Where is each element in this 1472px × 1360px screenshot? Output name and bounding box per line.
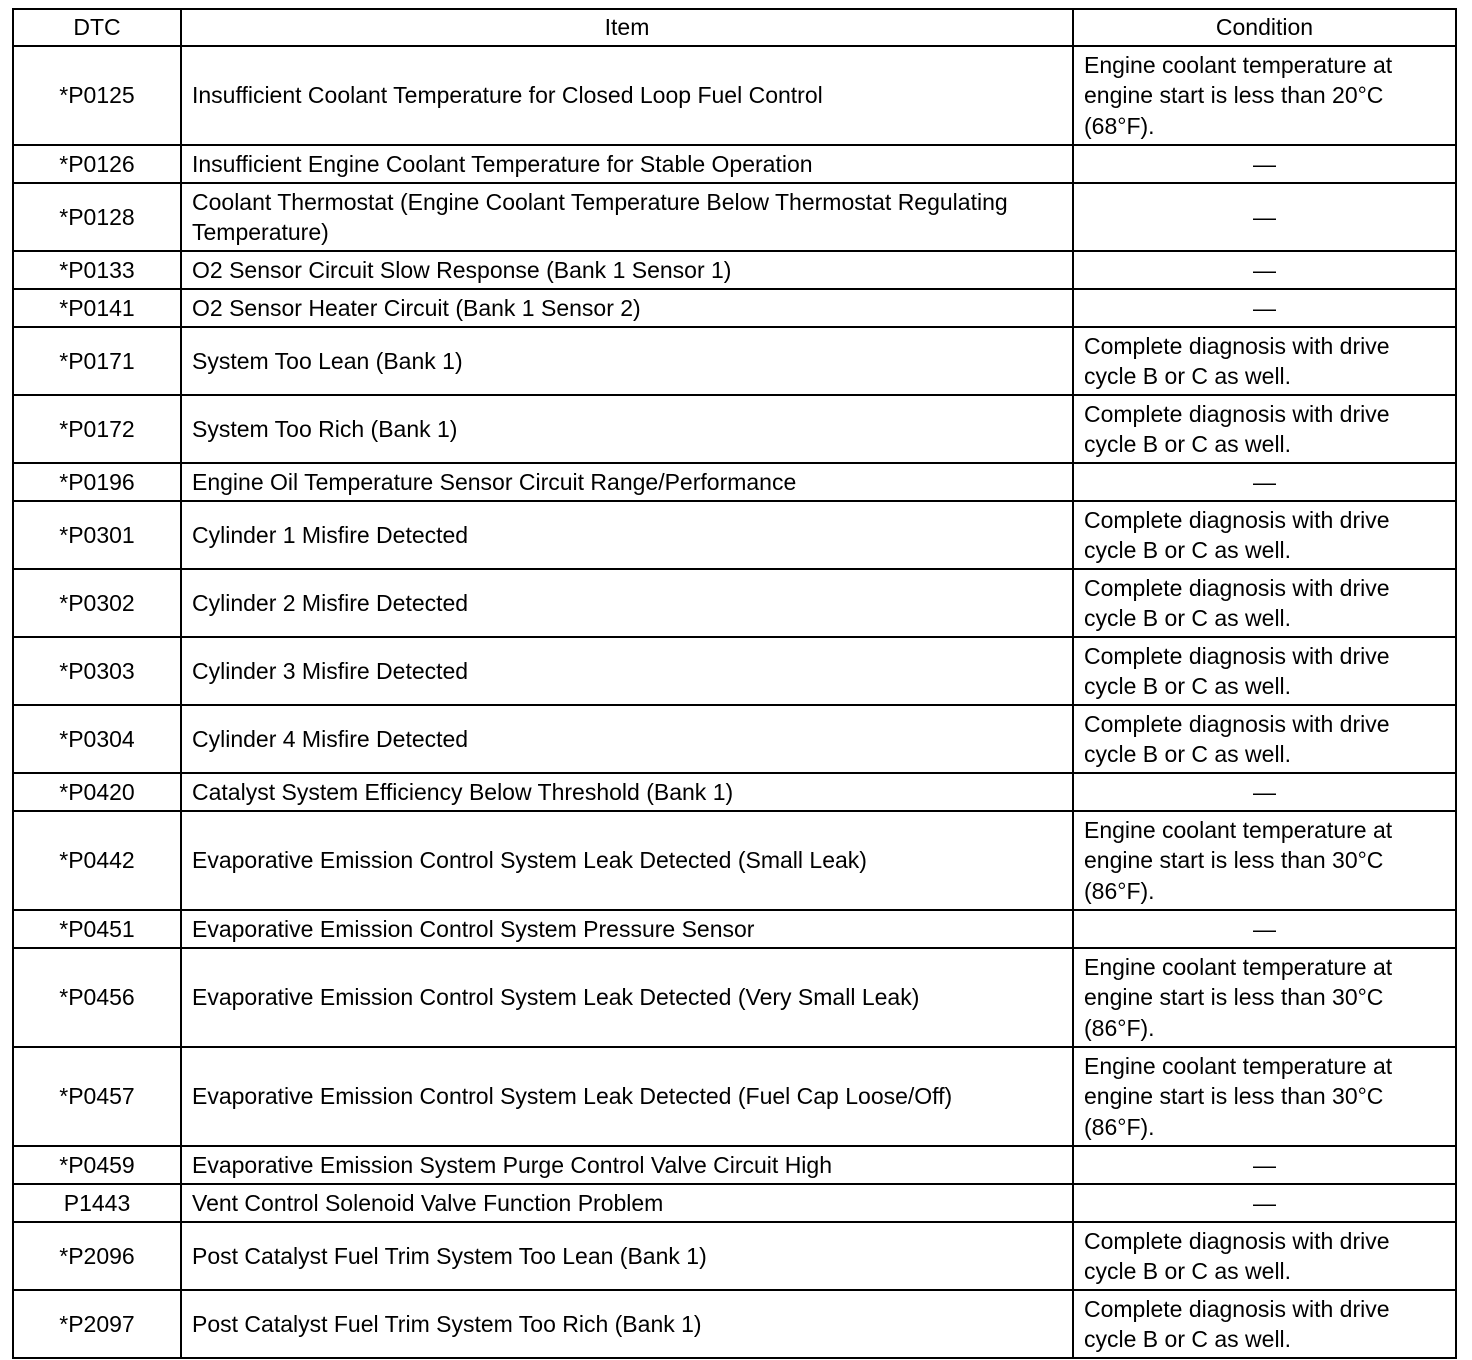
dtc-code: *P0128	[13, 183, 181, 251]
dtc-condition: —	[1073, 145, 1456, 183]
dtc-condition: Engine coolant temperature at engine start is less than 30°C (86°F).	[1073, 948, 1456, 1047]
dtc-item: Post Catalyst Fuel Trim System Too Lean (Bank 1)	[181, 1222, 1073, 1290]
dtc-code: *P0126	[13, 145, 181, 183]
dtc-code: *P0456	[13, 948, 181, 1047]
dtc-code: *P0133	[13, 251, 181, 289]
dtc-condition: Complete diagnosis with drive cycle B or C as well.	[1073, 569, 1456, 637]
dtc-item: Cylinder 3 Misfire Detected	[181, 637, 1073, 705]
dtc-item: Evaporative Emission Control System Pressure Sensor	[181, 910, 1073, 948]
dtc-item: Evaporative Emission Control System Leak Detected (Fuel Cap Loose/Off)	[181, 1047, 1073, 1146]
table-row	[13, 327, 1456, 395]
dtc-condition: Complete diagnosis with drive cycle B or C as well.	[1073, 1290, 1456, 1358]
dtc-condition: —	[1073, 289, 1456, 327]
dtc-code: *P0125	[13, 46, 181, 145]
table-row	[13, 183, 1456, 251]
dtc-code: *P2097	[13, 1290, 181, 1358]
dtc-code: *P0172	[13, 395, 181, 463]
table-row	[13, 1222, 1456, 1290]
table-row	[13, 145, 1456, 183]
table-row	[13, 705, 1456, 773]
table-row	[13, 811, 1456, 910]
dtc-condition: —	[1073, 773, 1456, 811]
dtc-code: *P0141	[13, 289, 181, 327]
table-row	[13, 395, 1456, 463]
dtc-condition: Complete diagnosis with drive cycle B or C as well.	[1073, 501, 1456, 569]
dtc-item: Vent Control Solenoid Valve Function Problem	[181, 1184, 1073, 1222]
table-row	[13, 1047, 1456, 1146]
dtc-condition: —	[1073, 1146, 1456, 1184]
dtc-condition: Engine coolant temperature at engine start is less than 20°C (68°F).	[1073, 46, 1456, 145]
table-row	[13, 463, 1456, 501]
dtc-code: *P0304	[13, 705, 181, 773]
dtc-item: Catalyst System Efficiency Below Threshold (Bank 1)	[181, 773, 1073, 811]
header-dtc: DTC	[13, 9, 181, 46]
table-row	[13, 251, 1456, 289]
dtc-condition: Complete diagnosis with drive cycle B or C as well.	[1073, 705, 1456, 773]
dtc-code: *P2096	[13, 1222, 181, 1290]
dtc-condition: Engine coolant temperature at engine start is less than 30°C (86°F).	[1073, 811, 1456, 910]
dtc-item: O2 Sensor Circuit Slow Response (Bank 1 Sensor 1)	[181, 251, 1073, 289]
dtc-condition: Complete diagnosis with drive cycle B or C as well.	[1073, 395, 1456, 463]
dtc-code: *P0442	[13, 811, 181, 910]
dtc-code: *P0451	[13, 910, 181, 948]
dtc-condition: —	[1073, 463, 1456, 501]
table-row	[13, 289, 1456, 327]
dtc-condition: —	[1073, 251, 1456, 289]
dtc-condition: —	[1073, 910, 1456, 948]
dtc-code: P1443	[13, 1184, 181, 1222]
dtc-condition: Complete diagnosis with drive cycle B or C as well.	[1073, 637, 1456, 705]
table-row	[13, 1146, 1456, 1184]
dtc-item: System Too Lean (Bank 1)	[181, 327, 1073, 395]
dtc-table	[12, 8, 1457, 1359]
dtc-code: *P0302	[13, 569, 181, 637]
dtc-item: Insufficient Engine Coolant Temperature for Stable Operation	[181, 145, 1073, 183]
dtc-item: Post Catalyst Fuel Trim System Too Rich (Bank 1)	[181, 1290, 1073, 1358]
dtc-code: *P0303	[13, 637, 181, 705]
table-row	[13, 910, 1456, 948]
dtc-item: Evaporative Emission Control System Leak Detected (Small Leak)	[181, 811, 1073, 910]
dtc-condition: Complete diagnosis with drive cycle B or C as well.	[1073, 327, 1456, 395]
dtc-item: Coolant Thermostat (Engine Coolant Temperature Below Thermostat Regulating Temperature)	[181, 183, 1073, 251]
table-row	[13, 948, 1456, 1047]
table-row	[13, 1290, 1456, 1358]
dtc-condition: Complete diagnosis with drive cycle B or C as well.	[1073, 1222, 1456, 1290]
header-condition: Condition	[1073, 9, 1456, 46]
table-row	[13, 46, 1456, 145]
dtc-code: *P0457	[13, 1047, 181, 1146]
header-item: Item	[181, 9, 1073, 46]
dtc-code: *P0459	[13, 1146, 181, 1184]
table-row	[13, 637, 1456, 705]
dtc-item: Cylinder 2 Misfire Detected	[181, 569, 1073, 637]
dtc-item: Evaporative Emission System Purge Control Valve Circuit High	[181, 1146, 1073, 1184]
dtc-item: O2 Sensor Heater Circuit (Bank 1 Sensor 2)	[181, 289, 1073, 327]
dtc-item: Cylinder 1 Misfire Detected	[181, 501, 1073, 569]
dtc-code: *P0420	[13, 773, 181, 811]
header-row	[13, 9, 1456, 46]
dtc-item: Cylinder 4 Misfire Detected	[181, 705, 1073, 773]
table-row	[13, 1184, 1456, 1222]
dtc-code: *P0171	[13, 327, 181, 395]
dtc-item: Evaporative Emission Control System Leak Detected (Very Small Leak)	[181, 948, 1073, 1047]
dtc-code: *P0196	[13, 463, 181, 501]
dtc-code: *P0301	[13, 501, 181, 569]
dtc-item: Engine Oil Temperature Sensor Circuit Range/Performance	[181, 463, 1073, 501]
table-row	[13, 569, 1456, 637]
dtc-item: System Too Rich (Bank 1)	[181, 395, 1073, 463]
table-row	[13, 773, 1456, 811]
dtc-item: Insufficient Coolant Temperature for Closed Loop Fuel Control	[181, 46, 1073, 145]
dtc-condition: —	[1073, 1184, 1456, 1222]
dtc-condition: —	[1073, 183, 1456, 251]
table-row	[13, 501, 1456, 569]
dtc-condition: Engine coolant temperature at engine start is less than 30°C (86°F).	[1073, 1047, 1456, 1146]
